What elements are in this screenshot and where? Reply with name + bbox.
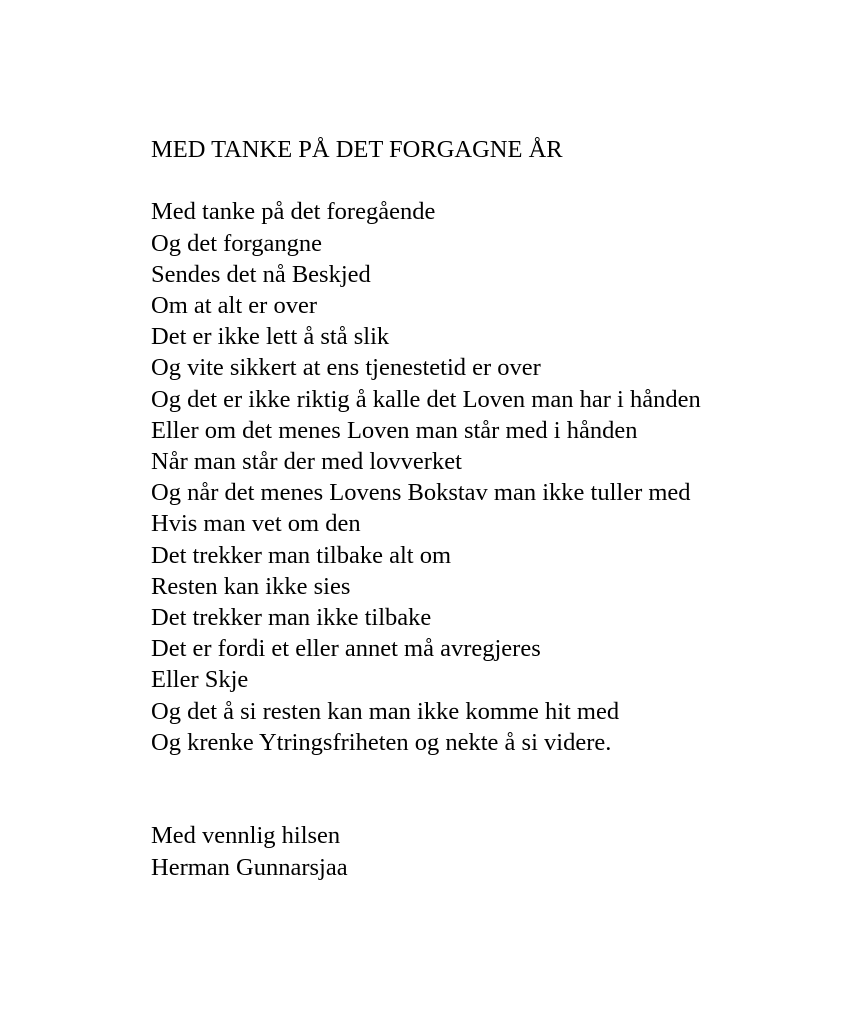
closing-block	[151, 820, 841, 882]
poem-line: Og når det menes Lovens Bokstav man ikke tuller med	[151, 479, 691, 507]
poem-stanza	[151, 196, 841, 758]
closing-greeting: Med vennlig hilsen	[151, 822, 341, 850]
poem-line: Det trekker man ikke tilbake	[151, 604, 432, 632]
poem-line: Og vite sikkert at ens tjenestetid er over	[151, 354, 541, 382]
poem-line: Sendes det nå Beskjed	[151, 260, 371, 288]
poem-line: Eller Skje	[151, 666, 249, 694]
poem-line: Det er fordi et eller annet må avregjeres	[151, 635, 541, 663]
poem-line: Når man står der med lovverket	[151, 448, 462, 476]
poem-line: Og det å si resten kan man ikke komme hit med	[151, 697, 620, 725]
poem-line: Det trekker man tilbake alt om	[151, 541, 452, 569]
poem-title: MED TANKE PÅ DET FORGAGNE ÅR	[151, 136, 563, 163]
poem-line: Med tanke på det foregående	[151, 198, 436, 226]
poem-line: Eller om det menes Loven man står med i hånden	[151, 416, 638, 444]
poem-line: Og det forgangne	[151, 229, 322, 257]
poem-line: Og krenke Ytringsfriheten og nekte å si videre.	[151, 728, 612, 756]
poem-line: Resten kan ikke sies	[151, 572, 351, 600]
poem-line: Det er ikke lett å stå slik	[151, 323, 390, 351]
poem-line: Hvis man vet om den	[151, 510, 361, 538]
poem-line: Om at alt er over	[151, 292, 317, 319]
poem-text-block	[151, 134, 841, 883]
poem-line: Og det er ikke riktig å kalle det Loven man har i hånden	[151, 385, 701, 413]
signature: Herman Gunnarsjaa	[151, 853, 348, 881]
